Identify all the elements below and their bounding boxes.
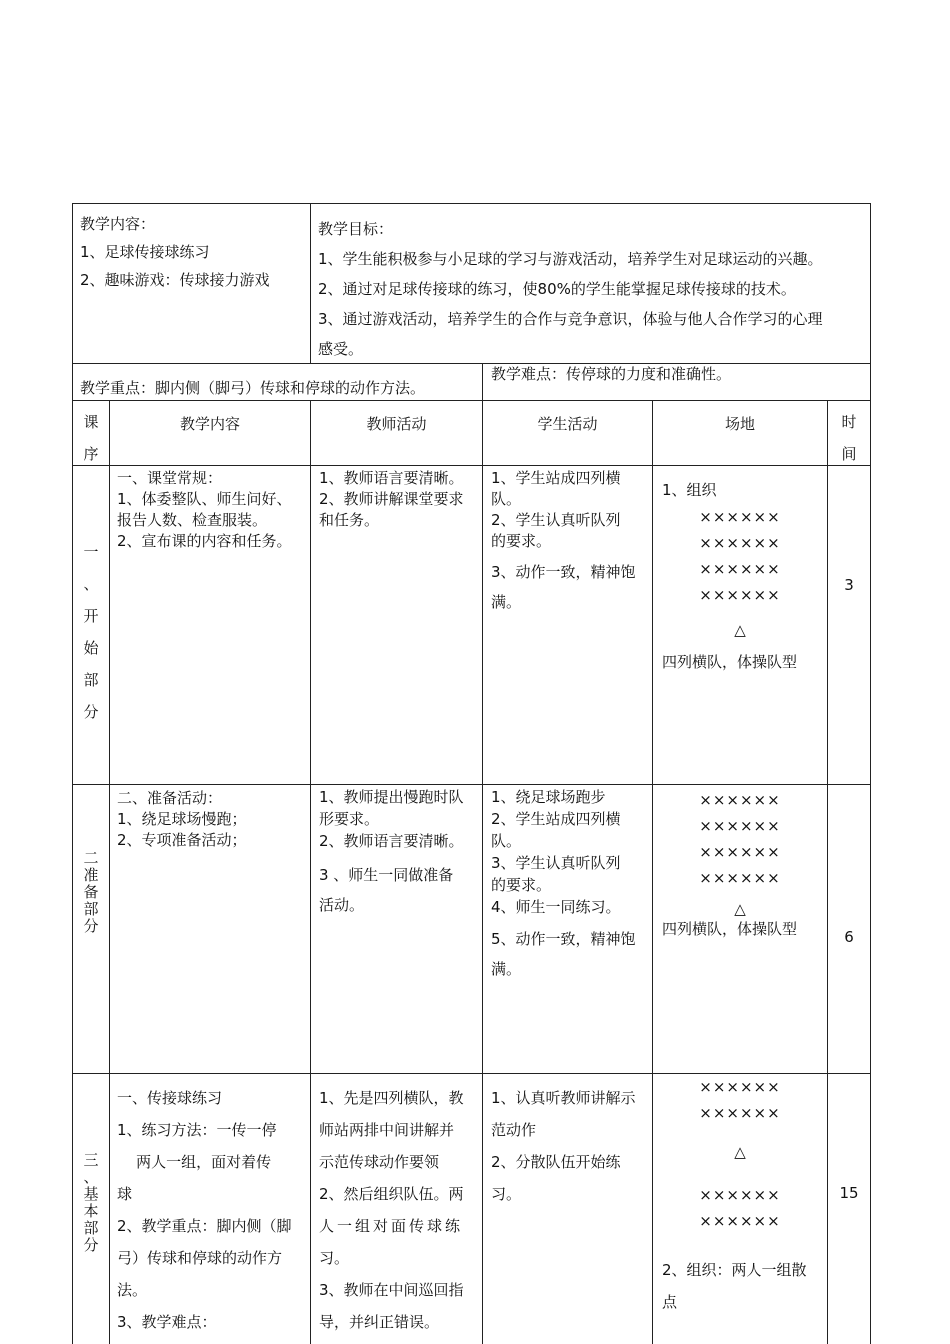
header-seq-char: 课 [83,413,99,431]
header-venue: 场地 [724,415,755,433]
row2-student: 1、绕足球场跑步 2、学生站成四列横 队。 3、学生认真听队列 的要求。 4、师生一同练习。 5、动作一致，精神饱 满。 [491,788,636,978]
row3-content: 一、传接球练习 1、练习方法：一传一停 两人一组，面对着传 球 2、教学重点：脚内侧（脚 弓）传球和停球的动作方 法。 3、教学难点： [117,1089,292,1331]
header-teacher: 教师活动 [366,415,427,433]
row2-time: 6 [844,928,854,946]
row2-content: 二、准备活动： 1、绕足球场慢跑； 2、专项准备活动； [117,789,247,849]
row1-venue [653,476,827,676]
row3-venue [653,1074,827,1318]
header-time [828,406,870,470]
header-student: 学生活动 [537,415,598,433]
formation-grid: ×××××× ×××××× ×××××× ×××××× [699,508,781,604]
teaching-objectives-cell [318,214,823,364]
teacher-triangle-mark: △ [734,900,746,918]
table-rule [72,784,871,785]
teaching-objective-item: 3、通过游戏活动，培养学生的合作与竞争意识，体验与他人合作学习的心理 [318,310,823,328]
header-seq [73,406,109,470]
table-rule [310,203,311,364]
table-rule [310,400,311,1344]
difficulty-text: 教学难点：传停球的力度和准确性。 [491,365,732,383]
teaching-objective-item: 2、通过对足球传接球的练习，使80%的学生能掌握足球传接球的技术。 [318,280,796,298]
row3-seq: 三 、 基 本 部 分 [83,1151,99,1254]
row2-teacher: 1、教师提出慢跑时队 形要求。 2、教师语言要清晰。 3 、师生一同做准备 活动。 [319,788,464,914]
formation-grid-bottom: ×××××× ×××××× [699,1186,781,1230]
venue-label: 点 [662,1293,678,1311]
header-seq-char: 序 [83,445,99,463]
row1-content: 一、课堂常规： 1、体委整队、师生问好、 报告人数、检查服装。 2、宣布课的内容和任务。 [117,469,292,550]
row1-time: 3 [844,576,854,594]
key-point-cell [80,374,425,402]
table-rule [109,400,110,1344]
venue-label: 2、组织：两人一组散 [662,1261,807,1279]
venue-label: 1、组织 [662,481,717,499]
teaching-content-item: 1、足球传接球练习 [80,243,210,261]
row3-teacher: 1、先是四列横队，教 师站两排中间讲解并 示范传球动作要领 2、然后组织队伍。两 人一组对面传球练 习。 3、教师在中间巡回指 导，并纠正错误。 [319,1089,464,1331]
table-rule [482,363,483,401]
teaching-content-item: 2、趣味游戏：传球接力游戏 [80,271,270,289]
row3-student: 1、认真听教师讲解示 范动作 2、分散队伍开始练 习。 [491,1089,636,1203]
formation-grid-top: ×××××× ×××××× [699,1078,781,1122]
teaching-content-cell [80,210,270,294]
header-time-char: 间 [841,445,857,463]
teaching-objectives-heading: 教学目标： [318,220,394,238]
difficulty-cell [491,360,731,388]
teaching-objective-item: 1、学生能积极参与小足球的学习与游戏活动，培养学生对足球运动的兴趣。 [318,250,823,268]
formation-caption: 四列横队，体操队型 [662,920,798,938]
formation-grid: ×××××× ×××××× ×××××× ×××××× [699,791,781,887]
teaching-objective-item: 感受。 [318,340,364,358]
teacher-triangle-mark: △ [734,1143,746,1161]
row2-venue [653,787,827,939]
header-time-char: 时 [841,413,857,431]
key-point-text: 教学重点：脚内侧（脚弓）传球和停球的动作方法。 [80,379,426,397]
row3-time: 15 [839,1184,859,1202]
table-rule [72,465,871,466]
row2-seq: 二 准 备 部 分 [83,849,99,935]
table-rule [482,400,483,1344]
header-content: 教学内容 [179,415,240,433]
teacher-triangle-mark: △ [734,621,746,639]
table-border-right [870,203,871,1344]
row1-teacher: 1、教师语言要清晰。 2、教师讲解课堂要求 和任务。 [319,469,464,529]
row1-student: 1、学生站成四列横 队。 2、学生认真听队列 的要求。 3、动作一致，精神饱 满。 [491,469,636,611]
table-border-top [72,203,871,204]
row1-seq: 一 、 开 始 部 分 [83,543,99,721]
teaching-content-heading: 教学内容： [80,215,156,233]
formation-caption: 四列横队，体操队型 [662,653,798,671]
